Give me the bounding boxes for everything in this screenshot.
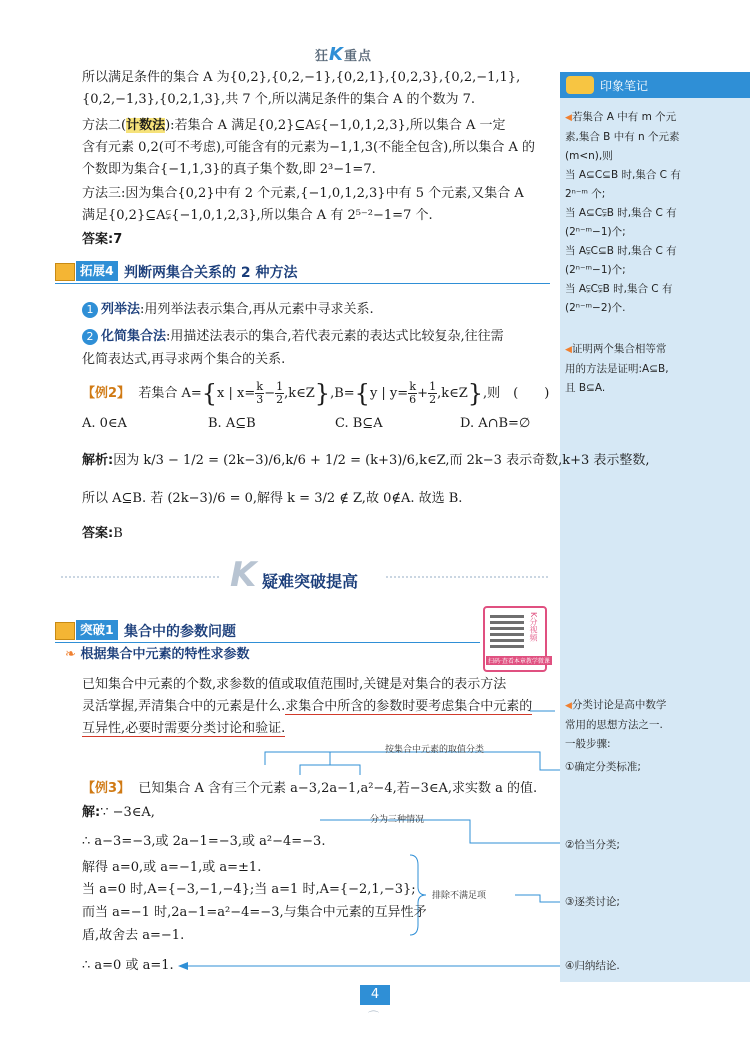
step-2: ②恰当分类;	[565, 839, 620, 851]
header-brand: 狂K重点	[315, 44, 372, 65]
sidebar-note-classification: ◀分类讨论是高中数学 常用的思想方法之一. 一般步骤:	[565, 699, 667, 750]
answer-2: 答案:B	[82, 526, 123, 541]
annotation-classify: 按集合中元素的取值分类	[385, 745, 485, 755]
text-line: 含有元素 0,2(可不考虑),可能含有的元素为−1,1,3(不能全包含),所以集合 A 的	[82, 140, 535, 155]
text-line: {0,2,−1,3},{0,2,1,3},共 7 个,所以满足条件的集合 A 的个数为 7.	[82, 92, 476, 107]
breakthrough-title: 集合中的参数问题	[124, 624, 236, 640]
solution-values: 解得 a=0,或 a=−1,或 a=±1.	[82, 860, 262, 875]
option-a: A. 0∈A	[82, 416, 127, 431]
breakthrough-tag: 突破1	[76, 620, 118, 640]
step-3: ③逐类讨论;	[565, 896, 620, 908]
example-2: 【例2】 若集合 A={x | x= $\frac{k}{3}$ − $\frac{1}{2}$ ,k∈Z},B={y | y= $\frac{k}{6}$ + $\frac{1}{2}$ ,k∈Z},则 ( )	[82, 379, 550, 408]
banner-title: 疑难突破提高	[262, 572, 359, 591]
text-line: 所以满足条件的集合 A 为{0,2},{0,2,−1},{0,2,1},{0,2,3},{0,2,−1,1},	[82, 70, 521, 85]
notes-title: 印象笔记	[600, 79, 649, 93]
emphasis-underline: 互异性,必要时需要分类讨论和验证.	[82, 721, 286, 736]
leaf-icon: ❧	[65, 647, 76, 662]
sidebar-note-subset-count: ◀若集合 A 中有 m 个元 素,集合 B 中有 n 个元素 (m<n),则 当 A⊆C⊆B 时,集合 C 有 2ⁿ⁻ᵐ 个; 当 A⊆C⫋B 时,集合 C 有 (2ⁿ⁻ᵐ−1)个; 当 A⫋C⊆B 时,集合 C 有 (2ⁿ⁻ᵐ−1)个; 当 A⫋C⫋B 时,集合 C 有 (2ⁿ⁻ᵐ−2)个.	[565, 111, 681, 314]
annotation-three-cases: 分为三种情况	[370, 815, 425, 825]
extension-title: 判断两集合关系的 2 种方法	[124, 265, 298, 281]
highlight-counting: 计数法	[126, 118, 166, 133]
triangle-icon: ◀	[565, 701, 572, 711]
sidebar-note-set-equality: ◀证明两个集合相等常 用的方法是证明:A⊆B, 且 B⊆A.	[565, 343, 669, 394]
solution-line-1: 解析:因为 k/3 − 1/2 = (2k−3)/6,k/6 + 1/2 = (k+3)/6,k∈Z,而 2k−3 表示奇数,k+3 表示整数,	[82, 453, 650, 468]
option-d: D. A∩B=∅	[460, 416, 531, 431]
solution-cases: ∴ a−3=−3,或 2a−1=−3,或 a²−4=−3.	[82, 834, 326, 849]
solution-reject: 而当 a=−1 时,2a−1=a²−4=−3,与集合中元素的互异性矛	[82, 905, 427, 920]
extension-tag: 拓展4	[76, 261, 118, 281]
qr-label: K分视频	[529, 612, 538, 642]
banner-k-logo: K	[230, 555, 257, 595]
step-4: ④归纳结论.	[565, 960, 620, 972]
option-b: B. A⊆B	[208, 416, 256, 431]
method-simplify: 2 化简集合法:用描述法表示的集合,若代表元素的表达式比较复杂,往往需	[82, 326, 504, 348]
text-line: 方法三:因为集合{0,2}中有 2 个元素,{−1,0,1,2,3}中有 5 个元素,又集合 A	[82, 186, 524, 201]
triangle-icon: ◀	[565, 345, 572, 355]
solution-conclusion: ∴ a=0 或 a=1.	[82, 958, 174, 973]
triangle-icon: ◀	[565, 113, 572, 123]
method2-line: 方法二(计数法):若集合 A 满足{0,2}⊆A⫋{−1,0,1,2,3},所以集合 A 一定	[82, 118, 506, 133]
option-c: C. B⊆A	[335, 416, 383, 431]
page-number: 4	[360, 985, 390, 1005]
text-line: 灵活掌握,弄清集合中的元素是什么.求集合中所含的参数时要考虑集合中元素的	[82, 699, 533, 714]
solution-reject-cont: 盾,故舍去 a=−1.	[82, 928, 185, 943]
method-list: 1 列举法:用列举法表示集合,再从元素中寻求关系.	[82, 299, 374, 321]
step-1: ①确定分类标准;	[565, 761, 641, 773]
solution-check: 当 a=0 时,A={−3,−1,−4};当 a=1 时,A={−2,1,−3};	[82, 882, 416, 897]
qr-caption: 扫码·查看本章教学微课	[488, 658, 550, 665]
text-line: 化简表达式,再寻求两个集合的关系.	[82, 352, 286, 367]
emphasis-underline: 求集合中所含的参数时要考虑集合中元素的	[285, 699, 533, 714]
text-line: 个数即为集合{−1,1,3}的真子集个数,即 2³−1=7.	[82, 162, 376, 177]
example-3: 【例3】 已知集合 A 含有三个元素 a−3,2a−1,a²−4,若−3∈A,求实数 a 的值.	[82, 781, 538, 796]
text-line: 满足{0,2}⊆A⫋{−1,0,1,2,3},所以集合 A 有 2⁵⁻²−1=7 个.	[82, 208, 433, 223]
solution-start: 解:∵ −3∈A,	[82, 805, 155, 820]
bird-icon: ⌒	[368, 1010, 379, 1023]
subsection-title: ❧ 根据集合中元素的特性求参数	[65, 647, 250, 662]
solution-line-2: 所以 A⊆B. 若 (2k−3)/6 = 0,解得 k = 3/2 ∉ Z,故 0∉A. 故选 B.	[82, 491, 463, 506]
answer-1: 答案:7	[82, 232, 123, 247]
annotation-exclude: 排除不满足项	[432, 891, 487, 901]
text-line: 已知集合中元素的个数,求参数的值或取值范围时,关键是对集合的表示方法	[82, 677, 507, 692]
